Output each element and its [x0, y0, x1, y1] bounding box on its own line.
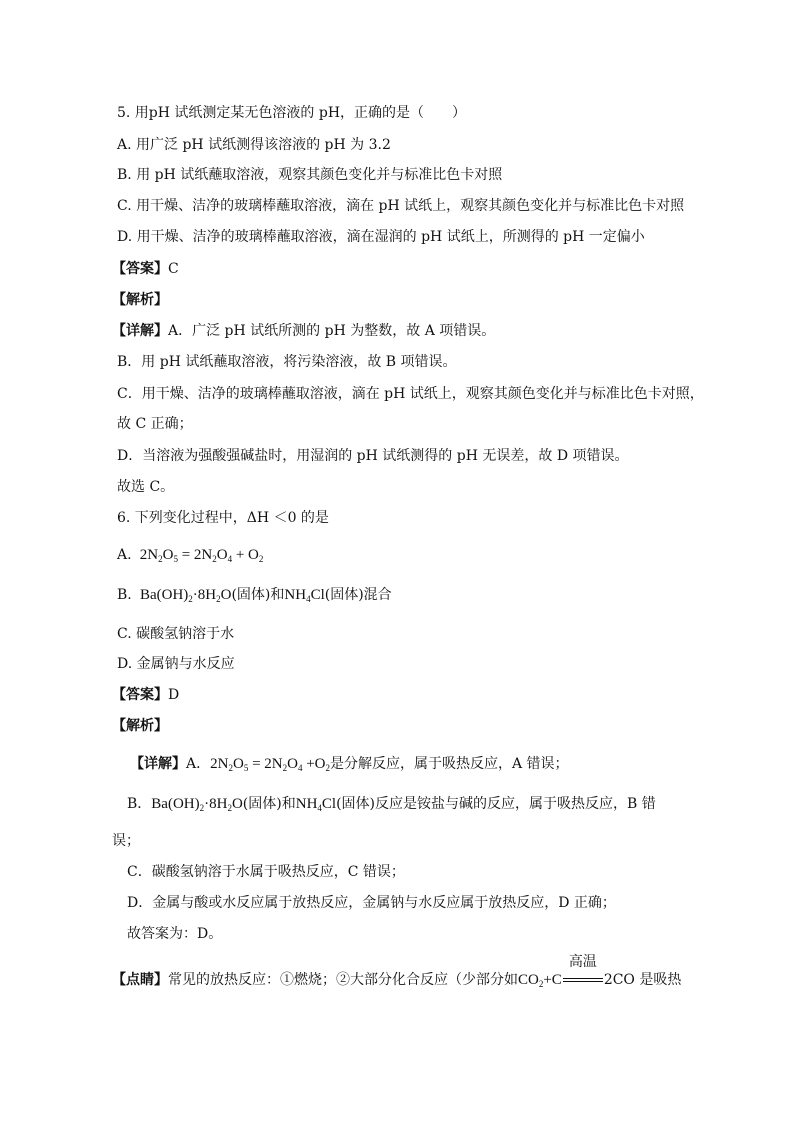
answer-value: D	[168, 687, 180, 703]
formula-barium-hydroxide: $Ba(OH)_2\cdot 8H_2O$	[151, 796, 243, 813]
formula-barium-hydroxide: $Ba(OH)_2\cdot 8H_2O$	[136, 587, 232, 604]
detail-label: 【详解】	[130, 756, 186, 772]
condition-label: 高温	[568, 954, 597, 970]
q5-detail-a	[112, 321, 495, 341]
answer-label: 【答案】	[112, 261, 168, 277]
formula-ammonium-chloride: $NH_4Cl$	[295, 796, 337, 813]
q5-option-b: B. 用 pH 试纸蘸取溶液，观察其颜色变化并与标准比色卡对照	[117, 167, 503, 183]
solid-text-2: (固体)混合	[324, 587, 392, 603]
q5-conclusion: 故选 C。	[117, 479, 175, 495]
q5-detail-c2: 故 C 正确；	[117, 416, 193, 432]
high-temperature-condition	[562, 954, 604, 990]
q6-option-b	[117, 585, 392, 605]
q6-stem: 6. 下列变化过程中，ΔH ＜0 的是	[117, 510, 329, 526]
q6-conclusion: 故答案为：D。	[127, 926, 223, 942]
solid-text-1: (固体)和	[231, 587, 285, 603]
equation-n2o5-decomposition: $2N_2O_5 = 2N_2O_4 +O_2$	[210, 756, 330, 773]
option-label: B.	[117, 587, 132, 603]
q6-option-a	[117, 545, 263, 565]
q5-detail-d: D．当溶液为强酸强碱盐时，用湿润的 pH 试纸测得的 pH 无误差，故 D 项错误。	[117, 448, 629, 464]
answer-value: C	[168, 261, 179, 277]
equation-n2o5-decomposition: $2N_2O_5 = 2N_2O_4 + O_2$	[136, 547, 264, 564]
detail-text: 是分解反应，属于吸热反应，A 错误；	[330, 756, 569, 772]
answer-label: 【答案】	[112, 687, 168, 703]
q6-option-d: D. 金属钠与水反应	[117, 656, 235, 672]
q6-tip	[112, 954, 682, 990]
q5-answer	[112, 259, 179, 279]
tip-tail: 2CO 是吸热	[603, 972, 682, 988]
detail-prefix: A．	[186, 756, 211, 772]
option-label: A.	[117, 547, 132, 563]
q5-stem: 5. 用pH 试纸测定某无色溶液的 pH，正确的是（ ）	[117, 105, 467, 121]
q5-option-a: A. 用广泛 pH 试纸测得该溶液的 pH 为 3.2	[117, 137, 391, 153]
tip-text: 常见的放热反应：①燃烧；②大部分化合反应（少部分如	[168, 972, 518, 988]
q5-option-d: D. 用干燥、洁净的玻璃棒蘸取溶液，滴在湿润的 pH 试纸上，所测得的 pH 一定偏小	[117, 229, 645, 245]
q6-analysis-label: 【解析】	[112, 718, 168, 734]
formula-co2-plus-c: $CO_2+C$	[518, 972, 562, 989]
detail-text: A．广泛 pH 试纸所测的 pH 为整数，故 A 项错误。	[168, 323, 496, 339]
detail-label: 【详解】	[112, 323, 168, 339]
equals-sign	[563, 978, 603, 982]
q6-detail-a	[130, 754, 569, 774]
q6-detail-c: C．碳酸氢钠溶于水属于吸热反应，C 错误；	[127, 864, 405, 880]
detail-prefix: B．	[127, 796, 152, 812]
q6-option-c: C. 碳酸氢钠溶于水	[117, 626, 235, 642]
detail-text-2: (固体)反应是铵盐与碱的反应，属于吸热反应，B 错	[336, 796, 656, 812]
detail-text-1: (固体)和	[242, 796, 296, 812]
tip-label: 【点睛】	[112, 972, 168, 988]
q5-detail-c1: C．用干燥、洁净的玻璃棒蘸取溶液，滴在 pH 试纸上，观察其颜色变化并与标准比色卡对照，	[117, 386, 704, 402]
formula-ammonium-chloride: $NH_4Cl$	[284, 587, 325, 604]
q6-detail-b-wrap: 误；	[112, 833, 140, 849]
q5-option-c: C. 用干燥、洁净的玻璃棒蘸取溶液，滴在 pH 试纸上，观察其颜色变化并与标准比色卡对照	[117, 198, 685, 214]
q6-detail-b	[127, 794, 656, 814]
q6-detail-d: D．金属与酸或水反应属于放热反应，金属钠与水反应属于放热反应，D 正确；	[127, 895, 616, 911]
q5-detail-b: B．用 pH 试纸蘸取溶液，将污染溶液，故 B 项错误。	[117, 354, 457, 370]
q6-answer	[112, 685, 179, 705]
q5-analysis-label: 【解析】	[112, 292, 168, 308]
